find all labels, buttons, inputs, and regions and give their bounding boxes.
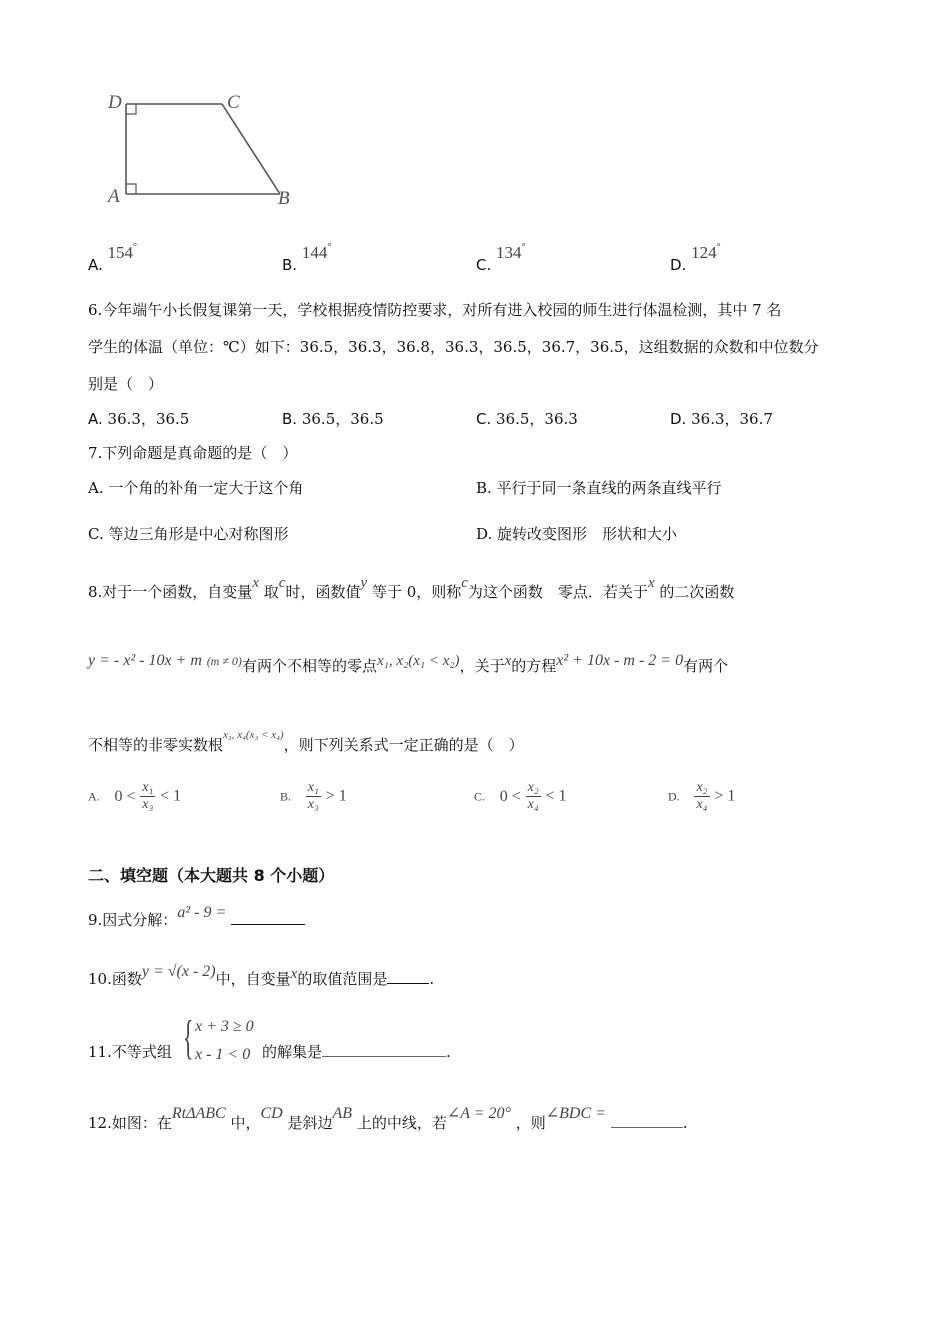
q7-option-c: C. 等边三角形是中心对称图形 [88, 525, 289, 543]
q12-answer-blank[interactable] [611, 1113, 683, 1128]
q7-option-a: A. 一个角的补角一定大于这个角 [88, 479, 304, 497]
q8-option-d: D. $\frac{\text{x₂}}{\text{x₄}}$ > 1 [668, 780, 736, 812]
q8-option-a: A. 0 < $\frac{\text{x₁}}{\text{x₃}}$ < 1 [88, 780, 182, 812]
q5-option-c: C. 134° [476, 242, 526, 274]
label-a: A [108, 186, 120, 207]
q10: 10.函数y = √(x - 2)中，自变量x的取值范围是 . [88, 963, 435, 988]
q8-line-2: y = - x² - 10x + m $^{(m \ne 0)}$有两个不相等的零点x₁, x₂(x₁ < x₂)，关于x的方程x² + 10x - m - 2 = 0有两个 [88, 652, 729, 675]
q9: 9.因式分解：a² - 9 = [88, 910, 305, 931]
trapezoid-figure [100, 88, 300, 213]
q5-option-b: B. 144° [282, 242, 332, 274]
q6-line-1: 6.今年端午小长假复课第一天，学校根据疫情防控要求，对所有进入校园的师生进行体温检测，其中 7 名 [88, 301, 782, 319]
q8-option-c: C. 0 < $\frac{\text{x₂}}{\text{x₄}}$ < 1 [474, 780, 567, 812]
q11-tail: 的解集是 . [262, 1043, 451, 1061]
label-d: D [108, 92, 122, 113]
q7-option-b: B. 平行于同一条直线的两条直线平行 [476, 479, 722, 497]
q8-c-fraction: $\frac{\text{x₂}}{\text{x₄}}$ [527, 780, 539, 812]
q12: 12.如图：在RtΔABC 中，CD 是斜边AB 上的中线，若∠A = 20° ，则∠BDC = . [88, 1105, 688, 1132]
q6-option-b: B. 36.5，36.5 [282, 410, 384, 428]
q5-option-d: D. 124° [670, 242, 721, 274]
q6-line-2: 学生的体温（单位：℃）如下：36.5，36.3，36.8，36.3，36.5，36.7，36.5，这组数据的众数和中位数分 [88, 338, 819, 356]
q8-d-fraction: $\frac{\text{x₂}}{\text{x₄}}$ [696, 780, 708, 812]
q7-option-d: D. 旋转改变图形 形状和大小 [476, 525, 678, 543]
label-c: C [227, 92, 240, 113]
q11: 11.不等式组 [88, 1043, 172, 1061]
q5-option-a: A. 154° [88, 242, 138, 274]
q8-line-3: 不相等的非零实数根$^{x_3, x_4(x_3 < x_4)}$，则下列关系式一定正确的是（ ） [88, 729, 524, 754]
label-b: B [278, 188, 290, 209]
q6-line-3: 别是（ ） [88, 375, 164, 393]
q8-option-b: B. $\frac{\text{x₁}}{\text{x₃}}$ > 1 [280, 780, 347, 812]
q9-answer-blank[interactable] [231, 910, 305, 925]
q6-option-a: A. 36.3，36.5 [88, 410, 190, 428]
brace-icon: { [183, 1011, 194, 1064]
q6-option-d: D. 36.3，36.7 [670, 410, 773, 428]
q6-option-c: C. 36.5，36.3 [476, 410, 578, 428]
q10-answer-blank[interactable] [387, 969, 429, 984]
q8-a-fraction: $\frac{\text{x₁}}{\text{x₃}}$ [142, 780, 154, 812]
q8-b-fraction: $\frac{\text{x₁}}{\text{x₃}}$ [307, 780, 319, 812]
section-heading: 二、填空题（本大题共 8 个小题） [88, 866, 335, 885]
q8-line-1: 8.对于一个函数，自变量x 取c时，函数值y 等于 0，则称c为这个函数 零点．若关于x 的二次函数 [88, 575, 735, 601]
q7-stem: 7.下列命题是真命题的是（ ） [88, 444, 298, 462]
q11-answer-blank[interactable] [322, 1042, 446, 1057]
